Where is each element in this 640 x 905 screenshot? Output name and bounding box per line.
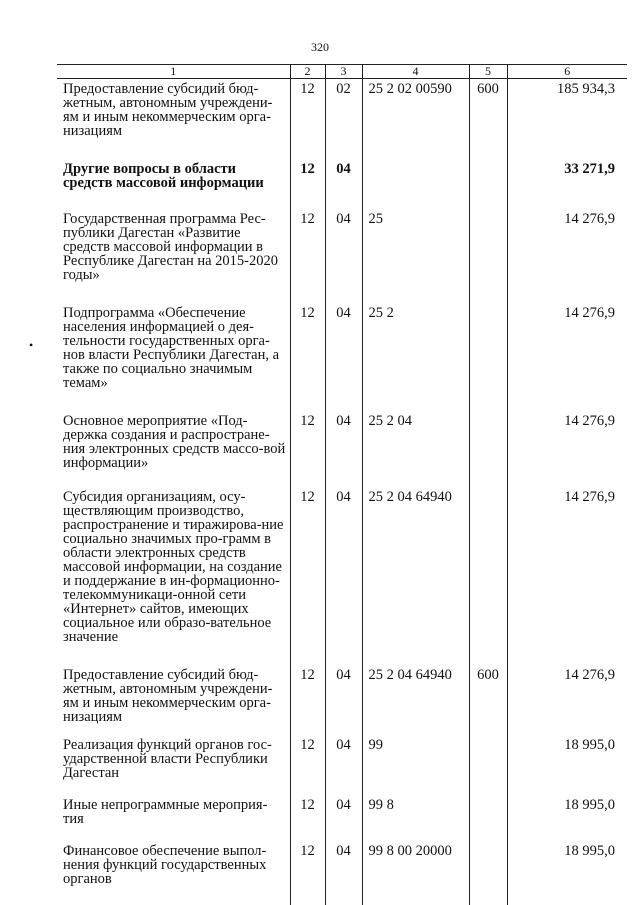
- column-header: 1: [57, 65, 290, 79]
- row-amount: 33 271,9: [507, 159, 627, 209]
- row-subsection: 04: [325, 795, 362, 841]
- table-row: [57, 411, 627, 487]
- row-amount: 14 276,9: [507, 209, 627, 303]
- row-subsection: 04: [325, 303, 362, 411]
- row-expense-type: [469, 209, 507, 303]
- row-amount: 14 276,9: [507, 303, 627, 411]
- row-expense-type: [469, 841, 507, 905]
- budget-table: [57, 64, 627, 905]
- column-header: 6: [507, 65, 627, 79]
- table-row: [57, 665, 627, 735]
- row-target-code: 25 2 04 64940: [362, 487, 469, 665]
- row-expense-type: [469, 411, 507, 487]
- column-header: 5: [469, 65, 507, 79]
- column-header: 4: [362, 65, 469, 79]
- table-row: [57, 159, 627, 209]
- table-row: [57, 79, 627, 159]
- row-subsection: 02: [325, 79, 362, 159]
- row-expense-type: [469, 159, 507, 209]
- row-name: Предоставление субсидий бюд-жетным, автономным учреждени-ям и иным некоммерческим орга-низациям: [63, 666, 273, 725]
- table-row: [57, 841, 627, 905]
- table-row: [57, 735, 627, 795]
- column-number-row: [57, 65, 627, 79]
- row-subsection: 04: [325, 487, 362, 665]
- row-section: 12: [290, 79, 325, 159]
- row-target-code: [362, 159, 469, 209]
- row-subsection: 04: [325, 209, 362, 303]
- row-section: 12: [290, 795, 325, 841]
- row-name: Иные непрограммные мероприя-тия: [63, 796, 268, 827]
- row-section: 12: [290, 209, 325, 303]
- row-amount: 14 276,9: [507, 411, 627, 487]
- row-section: 12: [290, 841, 325, 905]
- row-name: Предоставление субсидий бюд-жетным, автономным учреждени-ям и иным некоммерческим орга-низациям: [63, 81, 273, 139]
- row-section: 12: [290, 159, 325, 209]
- table-row: [57, 487, 627, 665]
- row-target-code: 25 2 04 64940: [362, 665, 469, 735]
- row-expense-type: [469, 795, 507, 841]
- row-section: 12: [290, 665, 325, 735]
- row-name: Другие вопросы в области средств массовой информации: [63, 160, 264, 191]
- row-subsection: 04: [325, 665, 362, 735]
- row-expense-type: [469, 303, 507, 411]
- row-amount: 18 995,0: [507, 795, 627, 841]
- page-number: 320: [311, 40, 329, 54]
- table-row: [57, 303, 627, 411]
- row-subsection: 04: [325, 159, 362, 209]
- row-target-code: 25: [362, 209, 469, 303]
- row-section: 12: [290, 487, 325, 665]
- row-name: Реализация функций органов гос-ударственной власти Республики Дагестан: [63, 736, 272, 781]
- row-section: 12: [290, 411, 325, 487]
- row-amount: 185 934,3: [507, 79, 627, 159]
- row-amount: 14 276,9: [507, 487, 627, 665]
- row-target-code: 25 2: [362, 303, 469, 411]
- row-name: Подпрограмма «Обеспечение населения информацией о дея-тельности государственных орга-нов власти Республики Дагестан, а также по социально значимым темам»: [63, 304, 280, 391]
- row-target-code: 25 2 02 00590: [362, 79, 469, 159]
- row-expense-type: [469, 735, 507, 795]
- row-target-code: 99 8 00 20000: [362, 841, 469, 905]
- column-header: 3: [325, 65, 362, 79]
- row-name: Основное мероприятие «Под-держка создания и распростране-ния электронных средств массо-вой информации»: [63, 412, 286, 471]
- margin-mark: •: [29, 338, 34, 352]
- row-expense-type: 600: [469, 665, 507, 735]
- row-expense-type: 600: [469, 79, 507, 159]
- row-target-code: 25 2 04: [362, 411, 469, 487]
- row-amount: 18 995,0: [507, 735, 627, 795]
- row-target-code: 99: [362, 735, 469, 795]
- row-name: Финансовое обеспечение выпол-нения функций государственных органов: [63, 842, 267, 887]
- row-name: Государственная программа Рес-публики Дагестан «Развитие средств массовой информации в Республике Дагестан на 2015-2020 годы»: [63, 210, 278, 283]
- column-header: 2: [290, 65, 325, 79]
- table-row: [57, 795, 627, 841]
- row-subsection: 04: [325, 841, 362, 905]
- row-target-code: 99 8: [362, 795, 469, 841]
- table-row: [57, 209, 627, 303]
- row-expense-type: [469, 487, 507, 665]
- row-section: 12: [290, 303, 325, 411]
- row-subsection: 04: [325, 411, 362, 487]
- row-subsection: 04: [325, 735, 362, 795]
- row-section: 12: [290, 735, 325, 795]
- row-amount: 18 995,0: [507, 841, 627, 905]
- row-name: Субсидия организациям, осу-ществляющим производство, распространение и тиражирова-ние социально значимых про-грамм в области электронных средств массовой информации, на создание и поддержание в ин-формационно-телекоммуникаци-онной сети «Интернет» сайтов, имеющих социальное или образо-вательное значение: [63, 488, 284, 645]
- row-amount: 14 276,9: [507, 665, 627, 735]
